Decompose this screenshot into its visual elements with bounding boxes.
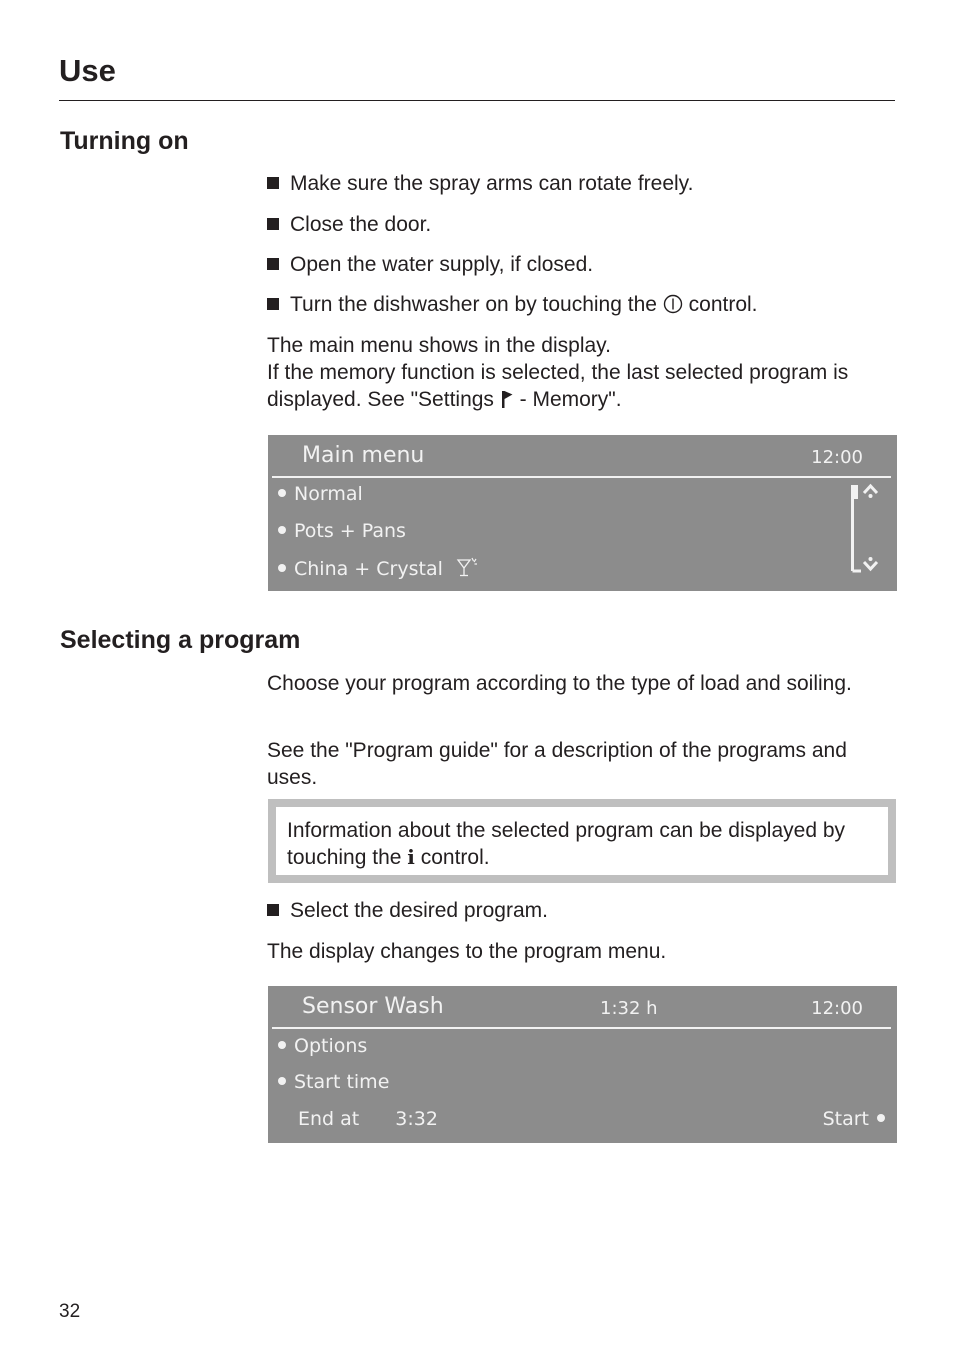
display-header: [272, 435, 891, 478]
info-note-box: [268, 799, 896, 883]
wine-glass-icon: [455, 556, 479, 578]
scrollbar-icon: [841, 481, 889, 577]
bullet-dot-icon: [278, 489, 286, 497]
paragraph-text: - Memory".: [519, 388, 622, 411]
step-item: [267, 251, 897, 278]
paragraph: The display changes to the program menu.: [267, 940, 667, 963]
bullet-dot-icon: [278, 1041, 286, 1049]
step-item: [267, 897, 897, 924]
section-heading-turning-on: Turning on: [60, 127, 189, 155]
title-rule: [59, 100, 895, 101]
step-text: Turn the dishwasher on by touching the: [290, 293, 657, 316]
step-text: Close the door.: [290, 213, 432, 236]
display-time: 12:00: [811, 447, 863, 468]
menu-item: [278, 520, 406, 542]
bullet-square-icon: [267, 258, 279, 270]
step-text: Open the water supply, if closed.: [290, 253, 594, 276]
menu-item: [278, 483, 363, 505]
start-label: Start: [822, 1108, 869, 1130]
info-note-inner: [276, 807, 888, 875]
end-time-label: End at: [298, 1108, 360, 1130]
main-menu-display: [268, 435, 897, 591]
paragraph-text: If the memory function is selected, the last selected program is displayed. See "Settings: [267, 361, 849, 411]
start-item: [823, 1108, 885, 1130]
paragraph: [267, 332, 897, 413]
display-title: Sensor Wash: [302, 994, 444, 1019]
display-header: [272, 986, 891, 1029]
power-icon: [663, 294, 683, 314]
bullet-square-icon: [267, 904, 279, 916]
step-item: [267, 291, 897, 318]
bullet-dot-icon: [278, 1077, 286, 1085]
step-text: Make sure the spray arms can rotate freely.: [290, 172, 694, 195]
flag-icon: [500, 390, 514, 408]
step-item: [267, 170, 897, 197]
bullet-square-icon: [267, 218, 279, 230]
page-number: 32: [59, 1301, 81, 1322]
info-icon: i: [407, 845, 415, 869]
end-time-value: 3:32: [395, 1108, 438, 1130]
program-menu-display: [268, 986, 897, 1143]
menu-item-label: Normal: [294, 483, 363, 505]
note-text-end: control.: [420, 846, 490, 869]
step-item: [267, 211, 897, 238]
info-note-text: [287, 817, 887, 871]
step-text: Select the desired program.: [290, 899, 548, 922]
display-time: 12:00: [811, 998, 863, 1019]
bullet-dot-icon: [877, 1114, 885, 1122]
menu-item-label: Pots + Pans: [294, 520, 406, 542]
bullet-square-icon: [267, 298, 279, 310]
menu-item: [278, 556, 479, 580]
paragraph-text: The main menu shows in the display.: [267, 334, 611, 357]
step-text-end: control.: [688, 293, 758, 316]
menu-item: [278, 1035, 367, 1057]
bullet-dot-icon: [278, 526, 286, 534]
display-title: Main menu: [302, 443, 425, 468]
display-duration: 1:32 h: [600, 998, 658, 1019]
paragraph: Choose your program according to the type of load and soiling.: [267, 672, 852, 695]
menu-item-label: China + Crystal: [294, 558, 443, 580]
section-heading-selecting-program: Selecting a program: [60, 626, 301, 654]
bullet-square-icon: [267, 177, 279, 189]
page-title: Use: [59, 53, 116, 88]
note-text: Information about the selected program can be displayed by touching the: [287, 819, 846, 869]
bullet-dot-icon: [278, 564, 286, 572]
paragraph: See the "Program guide" for a description of the programs and uses.: [267, 739, 847, 789]
menu-item-label: Options: [294, 1035, 368, 1057]
menu-item-label: Start time: [294, 1071, 390, 1093]
end-time-row: [298, 1108, 438, 1130]
menu-item: [278, 1071, 389, 1093]
